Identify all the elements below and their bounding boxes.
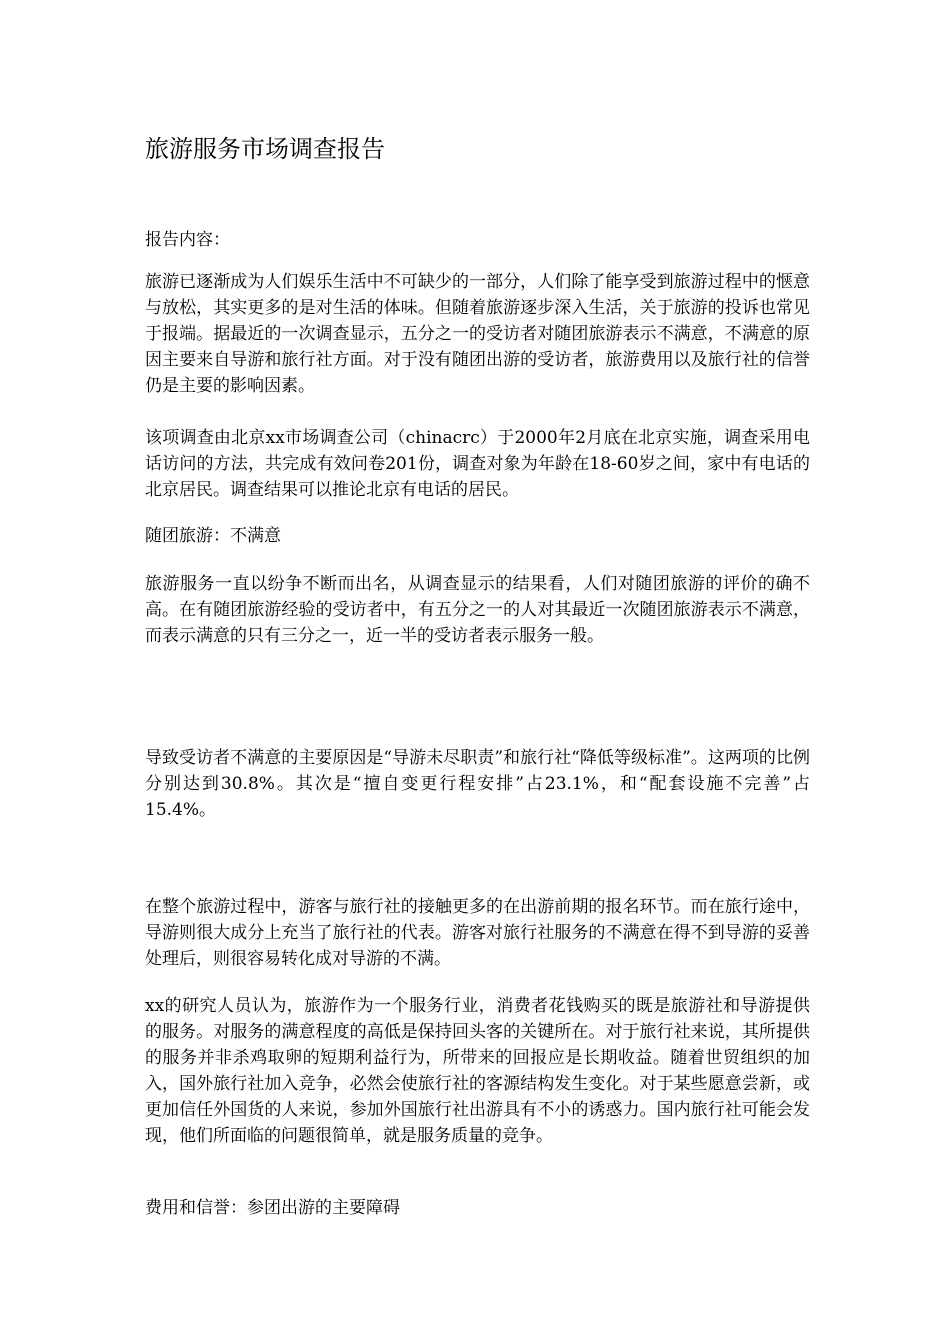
document-title: 旅游服务市场调查报告: [145, 135, 385, 163]
paragraph-dissatisfaction: 旅游服务一直以纷争不断而出名，从调查显示的结果看，人们对随团旅游的评价的确不高。在有随团旅游经验的受访者中，有五分之一的人对其最近一次随团旅游表示不满意，而表示满意的只有三分之一，近一半的受访者表示服务一般。: [145, 574, 810, 646]
paragraph-researcher-view: xx的研究人员认为，旅游作为一个服务行业，消费者花钱购买的既是旅游社和导游提供的服务。对服务的满意程度的高低是保持回头客的关键所在。对于旅行社来说，其所提供的服务并非杀鸡取卵的短期利益行为，所带来的回报应是长期收益。随着世贸组织的加入，国外旅行社加入竞争，必然会使旅行社的客源结构发生变化。对于某些愿意尝新，或更加信任外国货的人来说，参加外国旅行社出游具有不小的诱惑力。国内旅行社可能会发现，他们所面临的问题很简单，就是服务质量的竞争。: [145, 996, 810, 1146]
subheading-group-tour: 随团旅游：不满意: [145, 526, 281, 546]
paragraph-reasons: 导致受访者不满意的主要原因是“导游未尽职责”和旅行社“降低等级标准”。这两项的比例分别达到30.8%。其次是“擅自变更行程安排”占23.1%，和“配套设施不完善”占15.4%。: [145, 748, 810, 820]
paragraph-survey-method: 该项调查由北京xx市场调查公司（chinacrc）于2000年2月底在北京实施，调查采用电话访问的方法，共完成有效问卷201份，调查对象为年龄在18-60岁之间，家中有电话的北京居民。调查结果可以推论北京有电话的居民。: [145, 428, 810, 500]
paragraph-tour-process: 在整个旅游过程中，游客与旅行社的接触更多的在出游前期的报名环节。而在旅行途中，导游则很大成分上充当了旅行社的代表。游客对旅行社服务的不满意在得不到导游的妥善处理后，则很容易转化成对导游的不满。: [145, 897, 810, 969]
section-label: 报告内容：: [145, 230, 230, 250]
subheading-cost-reputation: 费用和信誉：参团出游的主要障碍: [145, 1198, 400, 1218]
paragraph-intro: 旅游已逐渐成为人们娱乐生活中不可缺少的一部分，人们除了能享受到旅游过程中的惬意与放松，其实更多的是对生活的体味。但随着旅游逐步深入生活，关于旅游的投诉也常见于报端。据最近的一次调查显示，五分之一的受访者对随团旅游表示不满意，不满意的原因主要来自导游和旅行社方面。对于没有随团出游的受访者，旅游费用以及旅行社的信誉仍是主要的影响因素。: [145, 272, 810, 396]
